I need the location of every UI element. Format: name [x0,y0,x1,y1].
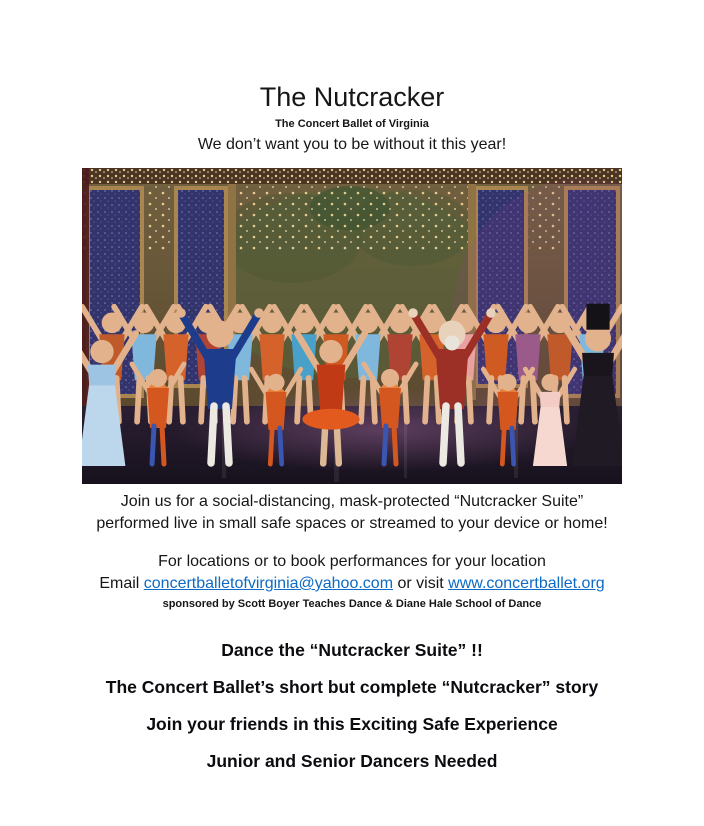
join-text [0,491,704,535]
headline-dance: Dance the “Nutcracker Suite” !! [221,640,483,660]
headline-dancers-needed: Junior and Senior Dancers Needed [206,751,498,771]
headline-story: The Concert Ballet’s short but complete “Nutcracker” story [105,677,599,697]
join-line-2: performed live in small safe spaces or streamed to your device or home! [96,515,608,532]
page-subtitle: The Concert Ballet of Virginia [275,118,429,130]
page-title: The Nutcracker [259,82,445,112]
email-link[interactable]: concertballetofvirginia@yahoo.com [143,575,394,592]
join-line-1: Join us for a social-distancing, mask-protected “Nutcracker Suite” [120,493,584,510]
tagline: We don’t want you to be without it this year! [197,136,507,153]
stage-photo [82,168,622,484]
stage-photo-svg [82,168,622,484]
headlines-block [0,640,704,772]
headline-join: Join your friends in this Exciting Safe Experience [146,714,558,734]
contact-line [0,572,704,595]
email-prefix: Email [99,575,144,592]
locations-line: For locations or to book performances for your location [158,553,546,570]
sponsored-line: sponsored by Scott Boyer Teaches Dance & Diane Hale School of Dance [162,598,542,610]
website-link[interactable]: www.concertballet.org [448,575,605,592]
contact-middle: or visit [393,575,449,592]
